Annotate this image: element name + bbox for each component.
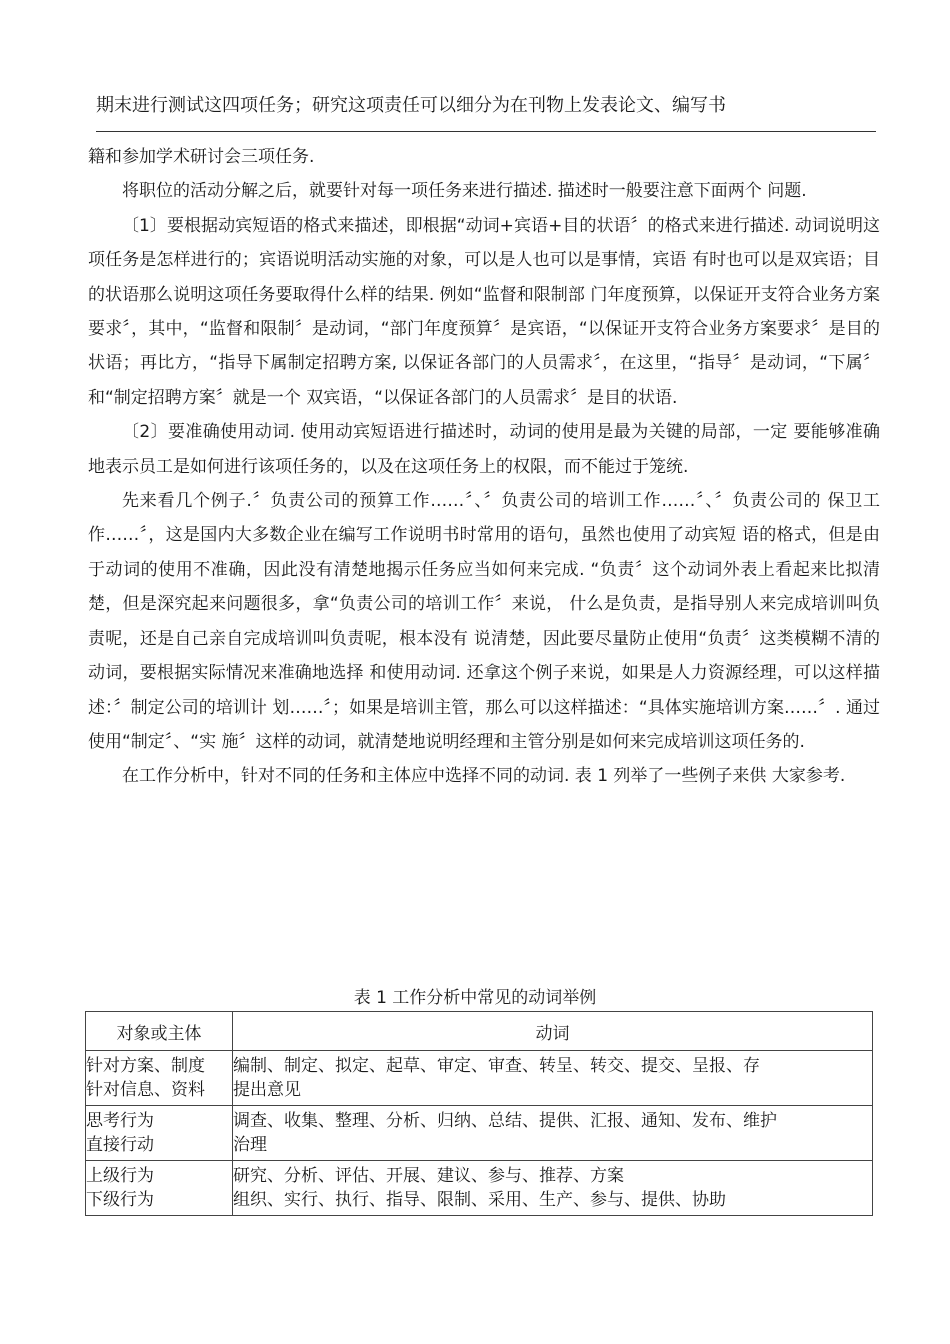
subject-line: 上级行为: [86, 1166, 154, 1186]
column-header-verbs: 动词: [233, 1012, 873, 1051]
subject-cell: [86, 1051, 233, 1106]
subject-line: 针对信息、资料: [86, 1080, 205, 1100]
verbs-cell: [233, 1051, 873, 1106]
subject-line: 下级行为: [86, 1190, 154, 1210]
verbs-line: 编制、制定、拟定、起草、审定、审查、转呈、转交、提交、呈报、存: [233, 1056, 760, 1076]
paragraph: 将职位的活动分解之后，就要针对每一项任务来进行描述. 描述时一般要注意下面两个 问题.: [122, 181, 807, 202]
verbs-line: 组织、实行、执行、指导、限制、采用、生产、参与、提供、协助: [233, 1190, 726, 1210]
paragraph: 先来看几个例子.〞负责公司的预算工作……〞、〞负责公司的培训工作……〞、〞负责公司的 保卫工作……〞，这是国内大多数企业在编写工作说明书时常用的语句，虽然也使用了动宾短 语的格式，但是由于动词的使用不准确，因此没有清楚地揭示任务应当如何来完成. “负责〞这个动词外表上看起来比拟清楚，但是深究起来问题很多，拿“负责公司的培训工作〞来说， 什么是负责，是指导别人来完成培训叫负责呢，还是自己亲自完成培训叫负责呢，根本没有 说清楚，因此要尽量防止使用“负责〞这类模糊不清的动词，要根据实际情况来准确地选择 和使用动词. 还拿这个例子来说，如果是人力资源经理，可以这样描述：〞制定公司的培训计 划……〞；如果是培训主管，那么可以这样描述：“具体实施培训方案……〞. 通过使用“制定〞、“实 施〞这样的动词，就清楚地说明经理和主管分别是如何来完成培训这项任务的.: [88, 491, 880, 752]
paragraph: 在工作分析中，针对不同的任务和主体应中选择不同的动词. 表 1 列举了一些例子来供 大家参考.: [122, 766, 846, 787]
subject-line: 针对方案、制度: [86, 1056, 205, 1076]
verb-table: [85, 1011, 873, 1216]
subject-line: 思考行为: [86, 1111, 154, 1131]
column-header-subject: 对象或主体: [86, 1012, 233, 1051]
header-rule: [96, 131, 876, 132]
subject-line: 直接行动: [86, 1135, 154, 1155]
subject-cell: [86, 1161, 233, 1216]
verbs-cell: [233, 1161, 873, 1216]
verbs-line: 治理: [233, 1135, 267, 1155]
paragraph: 〔2〕要准确使用动词. 使用动宾短语进行描述时，动词的使用是最为关键的局部，一定 要能够准确地表示员工是如何进行该项任务的，以及在这项任务上的权限，而不能过于笼统.: [88, 422, 880, 477]
table-row: [86, 1106, 873, 1161]
body-text: [88, 140, 880, 794]
continued-line: 期末进行测试这四项任务；研究这项责任可以细分为在刊物上发表论文、编写书: [96, 95, 726, 116]
table-row: [86, 1161, 873, 1216]
paragraph: 籍和参加学术研讨会三项任务.: [88, 147, 315, 167]
verbs-line: 调查、收集、整理、分析、归纳、总结、提供、汇报、通知、发布、维护: [233, 1111, 777, 1131]
table-caption: 表 1 工作分析中常见的动词举例: [353, 988, 597, 1008]
verbs-cell: [233, 1106, 873, 1161]
table-header-row: [86, 1012, 873, 1051]
subject-cell: [86, 1106, 233, 1161]
verbs-line: 研究、分析、评估、开展、建议、参与、推荐、方案: [233, 1166, 624, 1186]
verbs-line: 提出意见: [233, 1080, 301, 1100]
table-row: [86, 1051, 873, 1106]
paragraph: 〔1〕要根据动宾短语的格式来描述，即根据“动词+宾语+目的状语〞的格式来进行描述. 动词说明这项任务是怎样进行的；宾语说明活动实施的对象，可以是人也可以是事情，宾语 有时也可以是双宾语；目的状语那么说明这项任务要取得什么样的结果. 例如“监督和限制部 门年度预算，以保证开支符合业务方案要求〞，其中，“监督和限制〞是动词，“部门年度预算〞是宾语，“以保证开支符合业务方案要求〞是目的状语；再比方，“指导下属制定招聘方案, 以保证各部门的人员需求〞，在这里，“指导〞是动词，“下属〞和“制定招聘方案〞就是一个 双宾语，“以保证各部门的人员需求〞是目的状语.: [88, 215, 880, 408]
